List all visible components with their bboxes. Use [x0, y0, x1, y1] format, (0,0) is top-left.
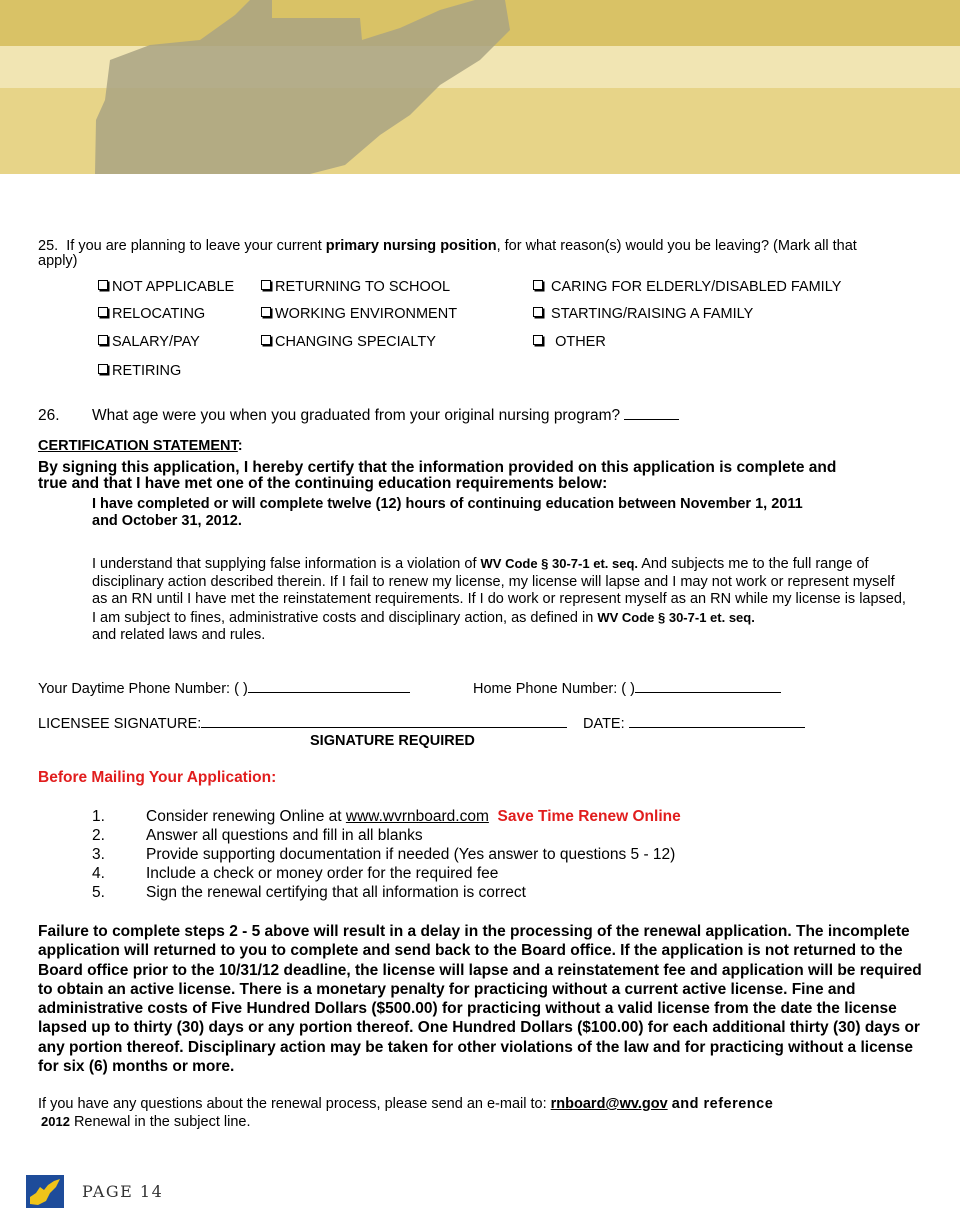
option-working-environment[interactable]: WORKING ENVIRONMENT	[261, 306, 457, 322]
checkbox-icon[interactable]	[98, 307, 108, 317]
age-answer-field[interactable]	[624, 419, 679, 420]
wvrnboard-link[interactable]: www.wvrnboard.com	[345, 808, 489, 825]
question-25-text-post: , for what reason(s) would you be leaving? (Mark all that	[496, 238, 857, 254]
step-5: Sign the renewal certifying that all information is correct	[146, 884, 526, 901]
daytime-phone-field[interactable]	[248, 692, 410, 693]
step-number: 2.	[92, 827, 105, 844]
step-4: Include a check or money order for the required fee	[146, 865, 499, 882]
checkbox-icon[interactable]	[261, 307, 271, 317]
option-returning-to-school[interactable]: RETURNING TO SCHOOL	[261, 279, 450, 295]
checkbox-icon[interactable]	[261, 335, 271, 345]
question-25	[38, 238, 857, 254]
continuing-education-line1: I have completed or will complete twelve (12) hours of continuing education between November 1, 2011	[92, 496, 803, 512]
daytime-phone	[38, 681, 410, 697]
step-1: Consider renewing Online at www.wvrnboard.com Save Time Renew Online	[146, 808, 681, 825]
option-not-applicable[interactable]: NOT APPLICABLE	[98, 279, 234, 295]
failure-warning-paragraph: Failure to complete steps 2 - 5 above will result in a delay in the processing of the renewal application. The incomplete application will returned to you to complete and send back to the Board office. If the application is not returned to the Board office prior to the 10/31/12 deadline, the license will lapse and a reinstatement fee and application will be required to obtain an active license. There is a monetary penalty for practicing without a current active license. Fine and administrative costs of Five Hundred Dollars ($500.00) for practicing without a valid license from the date the license lapsed up to thirty (30) days or any portion thereof. One Hundred Dollars ($100.00) for each additional thirty (30) days or any portion thereof. Disciplinary action may be taken for other violations of the law and for practicing without a license for six (6) months or more.	[38, 923, 922, 1076]
checkbox-icon[interactable]	[98, 280, 108, 290]
question-25-line2: apply)	[38, 253, 78, 269]
certification-heading: CERTIFICATION STATEMENT:	[38, 438, 243, 454]
west-virginia-map-graphic	[0, 0, 960, 174]
option-changing-specialty[interactable]: CHANGING SPECIALTY	[261, 334, 436, 350]
checkbox-icon[interactable]	[98, 364, 108, 374]
signature-label: LICENSEE SIGNATURE:	[38, 716, 202, 732]
checkbox-icon[interactable]	[533, 335, 543, 345]
option-relocating[interactable]: RELOCATING	[98, 306, 205, 322]
date	[583, 716, 805, 732]
date-field[interactable]	[629, 727, 805, 728]
option-other[interactable]: OTHER	[533, 334, 606, 350]
signature-required-note: SIGNATURE REQUIRED	[310, 733, 475, 749]
email-link[interactable]: rnboard@wv.gov	[550, 1096, 668, 1112]
header-banner	[0, 0, 960, 174]
step-number: 1.	[92, 808, 105, 825]
home-phone-field[interactable]	[635, 692, 781, 693]
state-outline-icon	[26, 1175, 64, 1208]
wv-code-reference: WV Code § 30-7-1 et. seq.	[597, 609, 755, 625]
false-information-paragraph: I understand that supplying false information is a violation of WV Code § 30-7-1 et. seq. And subjects me to the full range of disciplinary action described therein. If I fail to renew my license, my license will lapse and I may not work or represent myself as an RN until I have met the reinstatement requirements. If I do work or represent myself as an RN while my license is lapsed, I am subject to fines, administrative costs and disciplinary action, as defined in WV Code § 30-7-1 et. seq. and related laws and rules.	[92, 556, 906, 644]
option-caring-for-family[interactable]: CARING FOR ELDERLY/DISABLED FAMILY	[533, 279, 841, 295]
mailing-heading: Before Mailing Your Application:	[38, 769, 277, 786]
checkbox-icon[interactable]	[533, 280, 543, 290]
home-phone-label: Home Phone Number: ( )	[473, 681, 635, 697]
question-26-text: What age were you when you graduated from your original nursing program?	[92, 407, 621, 424]
step-number: 5.	[92, 884, 105, 901]
option-salary-pay[interactable]: SALARY/PAY	[98, 334, 200, 350]
question-25-text-pre: If you are planning to leave your current	[66, 238, 326, 254]
licensee-signature	[38, 716, 567, 732]
step-number: 4.	[92, 865, 105, 882]
wv-code-reference: WV Code § 30-7-1 et. seq.	[480, 556, 639, 571]
question-25-text-bold: primary nursing position	[325, 238, 497, 254]
checkbox-icon[interactable]	[533, 307, 543, 317]
step-2: Answer all questions and fill in all blanks	[146, 827, 423, 844]
step-3: Provide supporting documentation if needed (Yes answer to questions 5 - 12)	[146, 846, 676, 863]
questions-contact: If you have any questions about the renewal process, please send an e-mail to: rnboard@wv.gov and reference	[38, 1096, 774, 1112]
daytime-phone-label: Your Daytime Phone Number: ( )	[38, 681, 248, 697]
date-label: DATE:	[583, 716, 625, 732]
option-starting-family[interactable]: STARTING/RAISING A FAMILY	[533, 306, 753, 322]
page-number: PAGE 14	[82, 1182, 164, 1201]
option-retiring[interactable]: RETIRING	[98, 363, 181, 379]
questions-contact-line2: 2012 Renewal in the subject line.	[41, 1114, 251, 1130]
checkbox-icon[interactable]	[98, 335, 108, 345]
renew-online-callout: Save Time Renew Online	[497, 808, 681, 825]
question-26-number: 26.	[38, 407, 60, 424]
wv-logo	[26, 1175, 64, 1208]
checkbox-icon[interactable]	[261, 280, 271, 290]
step-number: 3.	[92, 846, 105, 863]
signature-field[interactable]	[201, 727, 567, 728]
continuing-education-line2: and October 31, 2012.	[92, 513, 242, 529]
home-phone	[473, 681, 781, 697]
certification-line2: true and that I have met one of the continuing education requirements below:	[38, 475, 608, 492]
question-26	[92, 407, 679, 425]
certification-line1: By signing this application, I hereby certify that the information provided on this application is complete and	[38, 459, 837, 476]
question-25-number: 25.	[38, 238, 59, 254]
